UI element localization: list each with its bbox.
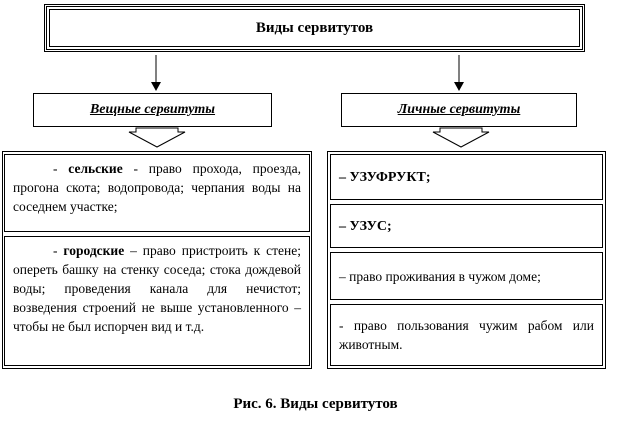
urban-servitudes-item [4,236,310,366]
block-arrow-left [129,128,185,147]
block-arrow-right [433,128,489,147]
category-real-servitudes: Вещные сервитуты [33,93,272,127]
rural-prefix: - [53,161,69,176]
rural-label: сельские [68,161,123,176]
urban-label: городские [63,243,125,258]
operae-item: - право пользования чужим рабом или животным. [330,304,603,366]
figure-caption: Рис. 6. Виды сервитутов [233,396,398,412]
usus-item: – УЗУС; [330,204,603,248]
usufruct-item: – УЗУФРУКТ; [330,154,603,200]
arrow-head-right [454,82,464,91]
rural-text: - право прохода, проезда, прогона скота; водопровода; черпания воды на соседнем участке; [13,161,301,214]
urban-text: – право пристроить к стене; опереть башку на стенку соседа; стока дождевой воды; проведения канала для нечистот; возведения строений не выше установленного – чтобы не был испорчен вид и т.д. [13,243,301,334]
arrow-head-left [151,82,161,91]
urban-prefix: - [53,243,64,258]
habitatio-item: – право проживания в чужом доме; [330,252,603,300]
category-personal-servitudes: Личные сервитуты [341,93,577,127]
diagram-title: Виды сервитутов [44,4,585,52]
rural-servitudes-item [4,154,310,232]
